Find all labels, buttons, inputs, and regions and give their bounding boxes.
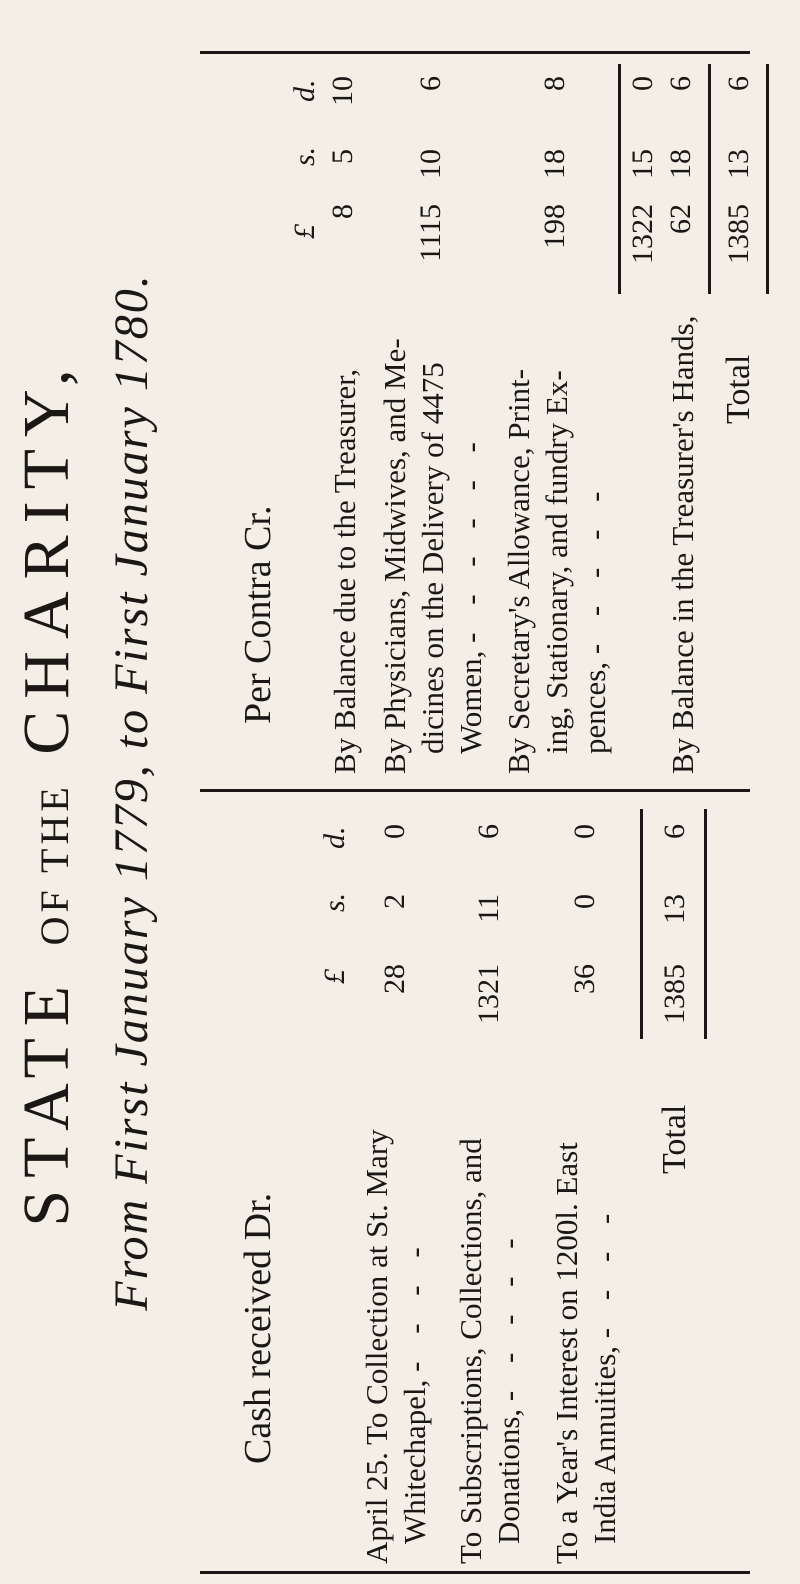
amount-pence: 6 xyxy=(414,76,447,91)
amount-pence: 6 xyxy=(472,824,505,839)
col-pounds: £ xyxy=(318,969,351,984)
balance-entry: By Balance in the Treasurer's Hands, xyxy=(665,315,700,774)
date-range: From First January 1779, to First January 1780. xyxy=(105,273,158,1311)
total-rule-bottom xyxy=(704,809,707,1039)
ledger-entry xyxy=(548,1142,624,1564)
amount-pounds: 28 xyxy=(378,964,411,994)
amount-pence: 0 xyxy=(378,824,411,839)
entry-text: April 25. To Collection at St. Mary xyxy=(359,1129,394,1564)
amount-shillings: 11 xyxy=(472,894,505,923)
total-pence: 6 xyxy=(658,824,691,839)
entry-text: By Balance due to the Treasurer, xyxy=(327,368,362,774)
amount-pence: 0 xyxy=(568,824,601,839)
subtotal-shillings: 15 xyxy=(626,149,659,179)
ledger-entry xyxy=(358,1129,434,1564)
total-shillings: 13 xyxy=(722,149,755,179)
center-divider xyxy=(200,789,750,792)
subtotal-rule xyxy=(618,64,621,294)
col-pence: d. xyxy=(288,79,321,102)
entry-text-cont: pences, - - - - - xyxy=(577,481,612,754)
entry-text-cont: Whitechapel, - - - - xyxy=(397,1237,432,1544)
total-rule-bottom xyxy=(766,64,769,294)
amount-pounds: 1115 xyxy=(414,204,447,262)
amount-shillings: 10 xyxy=(414,149,447,179)
page-title xyxy=(10,0,83,1584)
entry-text-cont: India Annuities, - - - - xyxy=(587,1203,622,1544)
ledger-entry xyxy=(326,369,364,774)
title-left: STATE xyxy=(10,973,83,1227)
title-right: CHARITY, xyxy=(10,357,83,755)
amount-shillings: 18 xyxy=(538,149,571,179)
entry-text: To a Year's Interest on 1200l. East xyxy=(549,1142,584,1564)
title-of: OF THE xyxy=(32,783,77,946)
balance-shillings: 18 xyxy=(664,149,697,179)
amount-pounds: 198 xyxy=(538,204,571,249)
col-pounds: £ xyxy=(288,224,321,239)
credit-heading: Per Contra Cr. xyxy=(237,505,279,724)
balance-pounds: 62 xyxy=(664,204,697,234)
entry-text-cont: ing, Stationary, and fundry Ex- xyxy=(539,370,574,754)
amount-pence: 8 xyxy=(538,76,571,91)
entry-text: By Secretary's Allowance, Print- xyxy=(501,368,536,774)
total-pounds: 1385 xyxy=(658,964,691,1024)
entry-text: By Physicians, Midwives, and Me- xyxy=(377,338,412,774)
right-border xyxy=(200,51,750,54)
amount-shillings: 5 xyxy=(326,149,359,164)
subtotal-pounds: 1322 xyxy=(626,204,659,264)
left-border xyxy=(200,1571,750,1574)
amount-shillings: 0 xyxy=(568,894,601,909)
entry-text: To Subscriptions, Collections, and xyxy=(453,1138,488,1564)
total-pounds: 1385 xyxy=(722,204,755,264)
balance-pence: 6 xyxy=(664,76,697,91)
amount-pounds: 8 xyxy=(326,204,359,219)
col-shillings: s. xyxy=(318,892,351,912)
subtotal-pence: 0 xyxy=(626,76,659,91)
debit-heading: Cash received Dr. xyxy=(237,1192,279,1464)
total-label: Total xyxy=(656,1104,693,1174)
total-label: Total xyxy=(720,354,757,424)
amount-pence: 10 xyxy=(326,76,359,106)
amount-pounds: 1321 xyxy=(472,964,505,1024)
amount-shillings: 2 xyxy=(378,894,411,909)
col-shillings: s. xyxy=(288,146,321,166)
ledger-entry xyxy=(500,369,614,774)
entry-text-cont: Women, - - - - - - xyxy=(453,432,488,754)
ledger-entry xyxy=(452,1138,528,1564)
entry-text-cont: dicines on the Delivery of 4475 xyxy=(415,362,450,754)
total-shillings: 13 xyxy=(658,894,691,924)
total-rule-top xyxy=(640,809,643,1039)
total-pence: 6 xyxy=(722,76,755,91)
entry-text-cont: Donations, - - - - - xyxy=(491,1228,526,1544)
col-pence: d. xyxy=(318,826,351,849)
amount-pounds: 36 xyxy=(568,964,601,994)
total-rule-top xyxy=(708,64,711,294)
ledger-entry xyxy=(376,338,490,774)
